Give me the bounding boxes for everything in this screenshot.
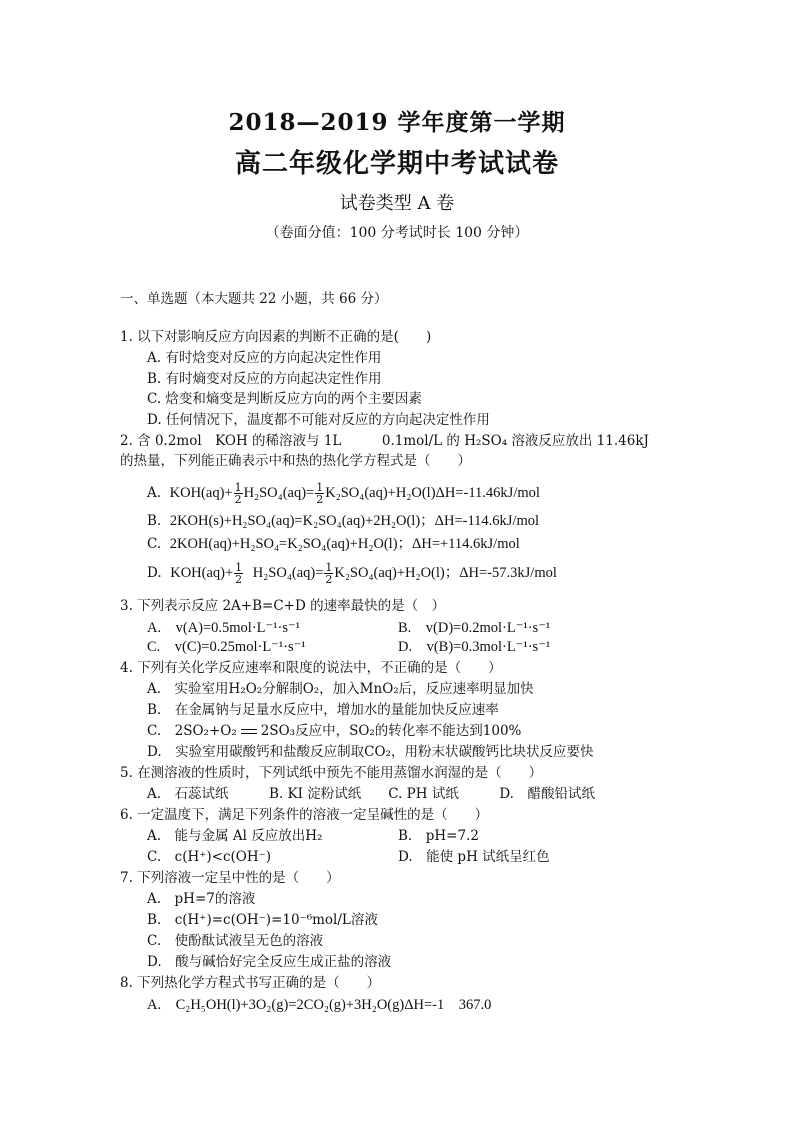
- question-1-option-d: D. 任何情况下，温度都不可能对反应的方向起决定性作用: [147, 412, 490, 428]
- equation-part: K₂SO₄(aq)+H₂O(l)ΔH=-11.46kJ/mol: [325, 485, 540, 501]
- question-6-option-b: B. pH=7.2: [398, 828, 479, 844]
- question-6-option-a: A. 能与金属 Al 反应放出H₂: [147, 828, 323, 844]
- question-3-option-c: C. v(C)=0.25mol·L⁻¹·s⁻¹: [147, 639, 306, 655]
- question-5-options: A. 石蕊试纸 B. KI 淀粉试纸 C. PH 试纸 D. 醋酸铅试纸: [147, 786, 595, 802]
- question-4-option-b: B. 在金属钠与足量水反应中，增加水的量能加快反应速率: [147, 702, 499, 718]
- fraction-denominator: 2: [325, 573, 333, 586]
- question-3-option-d: D. v(B)=0.3mol·L⁻¹·s⁻¹: [398, 639, 551, 655]
- question-7-option-d: D. 酸与碱恰好完全反应生成正盐的溶液: [147, 954, 392, 970]
- question-1-option-c: C. 焓变和熵变是判断反应方向的两个主要因素: [147, 391, 422, 407]
- option-label: D.: [147, 565, 162, 581]
- question-6-stem: 6. 一定温度下，满足下列条件的溶液一定呈碱性的是（ ）: [120, 807, 489, 823]
- question-5-stem: 5. 在测溶液的性质时，下列试纸中预先不能用蒸馏水润湿的是（ ）: [120, 765, 543, 781]
- equation: 2KOH(aq)+H₂SO₄=K₂SO₄(aq)+H₂O(l)；ΔH=+114.6kJ/mol: [169, 536, 520, 552]
- question-2-option-d: [147, 562, 557, 585]
- fraction-numerator: 1: [235, 561, 243, 574]
- question-8-option-a: A. C₂H₅OH(l)+3O₂(g)=2CO₂(g)+3H₂O(g)ΔH=-1 367.0: [147, 997, 492, 1013]
- equation-part: H₂SO₄(aq)=: [252, 565, 324, 581]
- question-7-option-b: B. c(H⁺)=c(OH⁻)=10⁻⁶mol/L溶液: [147, 912, 378, 928]
- question-1-stem: 1. 以下对影响反应方向因素的判断不正确的是( ): [120, 329, 432, 345]
- question-4-option-d: D. 实验室用碳酸钙和盐酸反应制取CO₂，用粉末状碳酸钙比块状反应要快: [147, 744, 594, 760]
- option-label: A.: [147, 485, 162, 501]
- question-8-stem: 8. 下列热化学方程式书写正确的是（ ）: [120, 975, 381, 991]
- fraction-one-half: [234, 482, 243, 505]
- equation-part: H₂SO₄(aq)=: [243, 485, 315, 501]
- reversible-arrow-icon: [241, 728, 257, 736]
- question-1-option-b: B. 有时熵变对反应的方向起决定性作用: [147, 371, 382, 387]
- fraction-denominator: 2: [235, 573, 243, 586]
- equation-part: C. 2SO₂+O₂: [147, 723, 237, 739]
- fraction-one-half: [315, 482, 324, 505]
- question-3-option-a: A. v(A)=0.5mol·L⁻¹·s⁻¹: [147, 620, 300, 636]
- fraction-numerator: 1: [325, 561, 333, 574]
- fraction-numerator: 1: [316, 481, 324, 494]
- question-7-stem: 7. 下列溶液一定呈中性的是（ ）: [120, 870, 340, 886]
- option-label: C.: [147, 536, 162, 552]
- question-6-option-d: D. 能使 pH 试纸呈红色: [398, 849, 550, 865]
- question-4-stem: 4. 下列有关化学反应速率和限度的说法中，不正确的是（ ）: [120, 660, 502, 676]
- fraction-one-half: [324, 562, 333, 585]
- option-label: B.: [147, 513, 162, 529]
- equation-part: K₂SO₄(aq)+H₂O(l)；ΔH=-57.3kJ/mol: [334, 565, 557, 581]
- question-2-option-a: [147, 482, 540, 505]
- question-2-stem-line1: 2. 含 0.2mol KOH 的稀溶液与 1L 0.1mol/L 的 H₂SO₄ 溶液反应放出 11.46kJ: [120, 433, 649, 449]
- question-6-option-c: C. c(H⁺)<c(OH⁻): [147, 849, 272, 865]
- section-heading: 一、单选题（本大题共 22 小题，共 66 分）: [120, 291, 388, 307]
- question-4-option-c: [147, 722, 521, 740]
- paper-type: 试卷类型 A 卷: [339, 193, 455, 214]
- equation-part: 2SO₃反应中，SO₂的转化率不能达到100%: [260, 723, 522, 739]
- fraction-numerator: 1: [234, 481, 242, 494]
- question-1-option-a: A. 有时焓变对反应的方向起决定性作用: [147, 350, 382, 366]
- question-7-option-c: C. 使酚酞试液呈无色的溶液: [147, 933, 324, 949]
- question-4-option-a: A. 实验室用H₂O₂分解制O₂，加入MnO₂后，反应速率明显加快: [147, 681, 534, 697]
- question-2-option-b: [147, 512, 539, 530]
- question-7-option-a: A. pH=7的溶液: [147, 891, 256, 907]
- exam-title: 高二年级化学期中考试试卷: [234, 149, 559, 179]
- fraction-denominator: 2: [234, 493, 242, 506]
- equation-part: KOH(aq)+: [170, 565, 234, 581]
- question-2-stem-line2: 的热量，下列能正确表示中和热的热化学方程式是（ ）: [120, 453, 471, 469]
- equation-part: KOH(aq)+: [169, 485, 233, 501]
- question-2-option-c: [147, 535, 520, 553]
- fraction-one-half: [234, 562, 243, 585]
- score-time-note: （卷面分值：100 分考试时长 100 分钟）: [265, 225, 529, 241]
- fraction-denominator: 2: [316, 493, 324, 506]
- equation: 2KOH(s)+H₂SO₄(aq)=K₂SO₄(aq)+2H₂O(l)；ΔH=-114.6kJ/mol: [169, 513, 540, 529]
- question-3-stem: 3. 下列表示反应 2A+B=C+D 的速率最快的是（ ）: [120, 598, 446, 614]
- school-year-title: 2018—2019 学年度第一学期: [228, 109, 566, 136]
- question-3-option-b: B. v(D)=0.2mol·L⁻¹·s⁻¹: [398, 620, 551, 636]
